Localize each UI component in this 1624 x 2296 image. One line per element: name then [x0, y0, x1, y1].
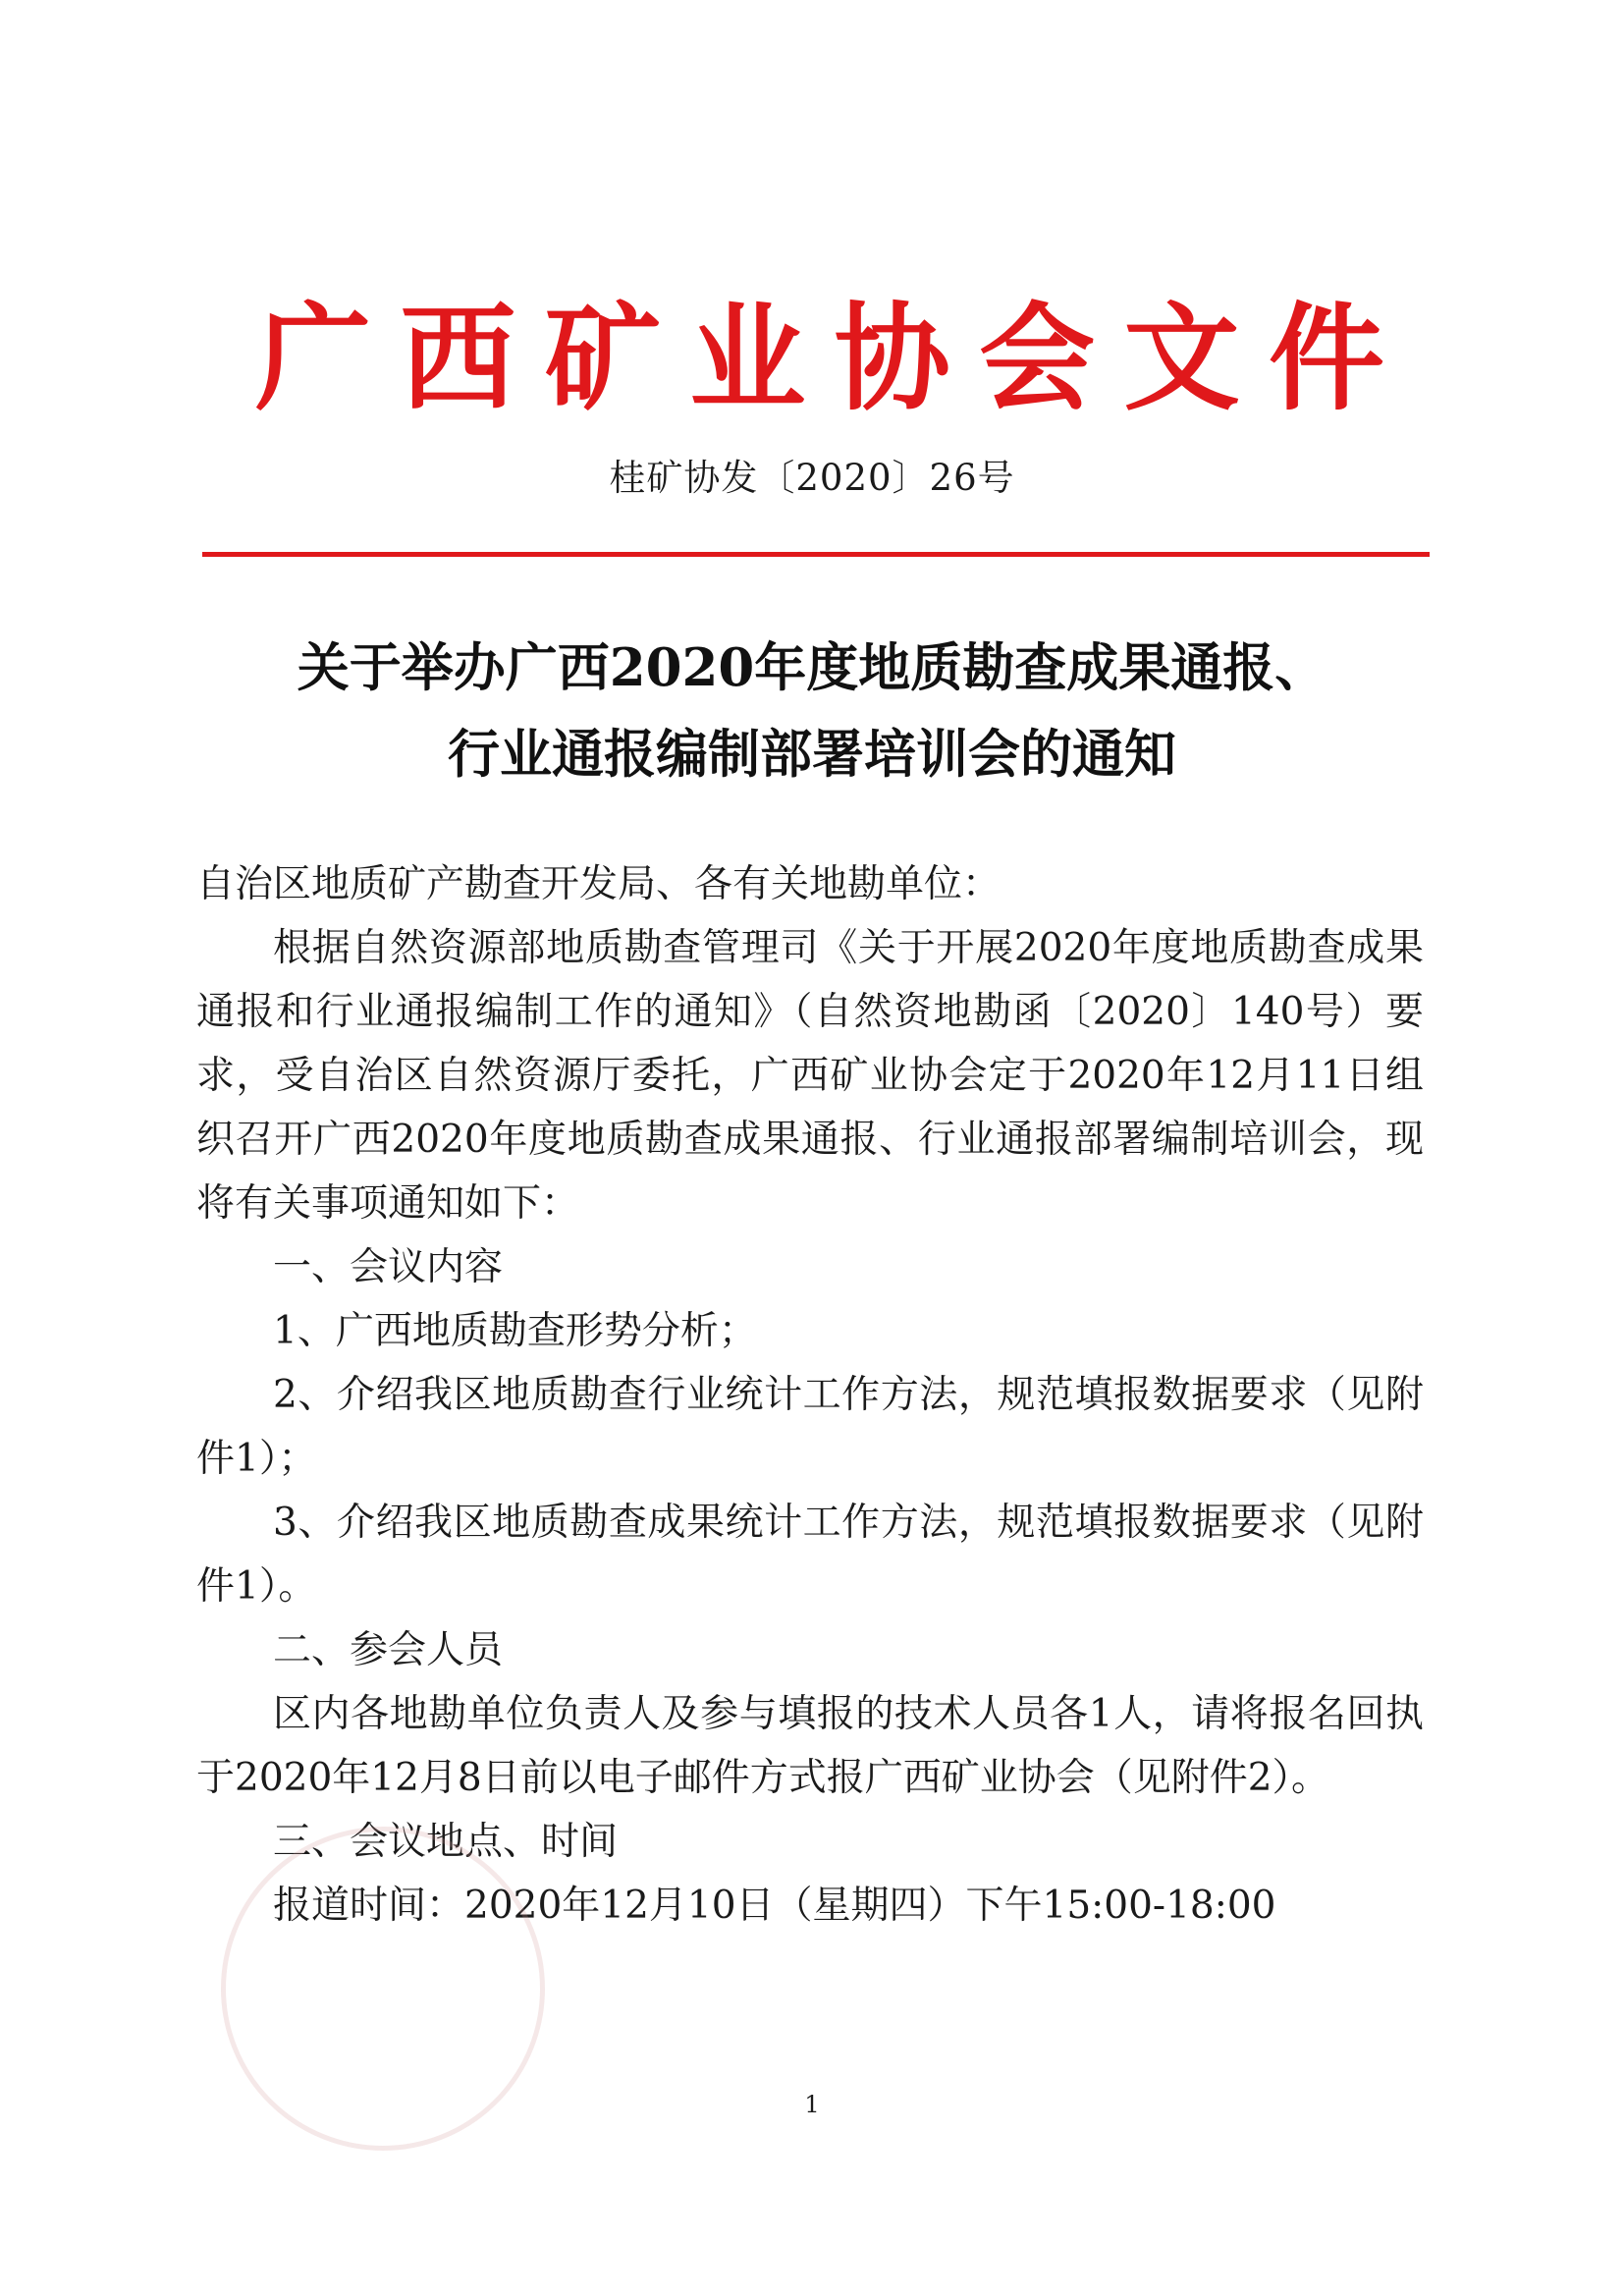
masthead-char: 广: [255, 290, 372, 426]
intro-paragraph: 根据自然资源部地质勘查管理司《关于开展2020年度地质勘查成果通报和行业通报编制工作的通知》（自然资地勘函〔2020〕140号）要求，受自治区自然资源厅委托，广西矿业协会定于2020年12月11日组织召开广西2020年度地质勘查成果通报、行业通报部署编制培训会，现将有关事项通知如下：: [196, 926, 1424, 1226]
list-item: 1、广西地质勘查形势分析；: [273, 1309, 757, 1353]
document-number: 桂矿协发〔2020〕26号: [609, 457, 1015, 499]
section-heading-attendees: 二、参会人员: [273, 1628, 504, 1672]
page-number: 1: [804, 2091, 820, 2118]
red-divider-line: [202, 552, 1430, 557]
list-item: 2、介绍我区地质勘查行业统计工作方法，规范填报数据要求（见附件1）；: [196, 1373, 1424, 1481]
document-masthead: [255, 285, 1384, 432]
attendees-paragraph: 区内各地勘单位负责人及参与填报的技术人员各1人，请将报名回执于2020年12月8日前以电子邮件方式报广西矿业协会（见附件2）。: [196, 1692, 1424, 1800]
masthead-char: 文: [1123, 290, 1240, 426]
masthead-char: 西: [400, 290, 516, 426]
masthead-char: 件: [1268, 290, 1384, 426]
masthead-char: 业: [689, 290, 806, 426]
notice-title-line-1: 关于举办广西2020年度地质勘查成果通报、: [297, 637, 1327, 698]
masthead-char: 矿: [544, 290, 661, 426]
masthead-char: 会: [979, 290, 1096, 426]
masthead-char: 协: [834, 290, 950, 426]
section-heading-meeting-content: 一、会议内容: [273, 1245, 504, 1289]
notice-title-line-2: 行业通报编制部署培训会的通知: [448, 724, 1176, 785]
notice-body: [196, 852, 1424, 1938]
salutation: 自治区地质矿产勘查开发局、各有关地勘单位：: [196, 862, 1001, 906]
registration-time: 报道时间：2020年12月10日（星期四）下午15:00-18:00: [273, 1884, 1276, 1928]
list-item: 3、介绍我区地质勘查成果统计工作方法，规范填报数据要求（见附件1）。: [196, 1501, 1424, 1609]
section-heading-venue-time: 三、会议地点、时间: [273, 1820, 619, 1864]
